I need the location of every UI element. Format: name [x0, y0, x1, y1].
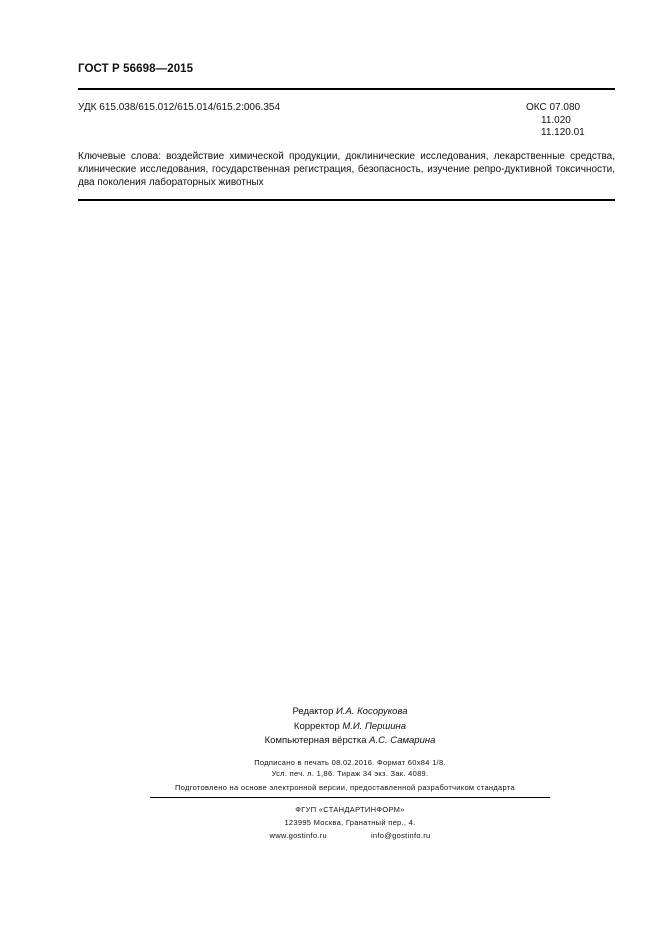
print-info [170, 757, 530, 779]
keywords-paragraph: Ключевые слова: воздействие химической продукции, доклинические исследования, лекарственные средства, клинические исследования, государственная регистрация, безопасность, изучение репро-дуктивной токсичности, два поколения лабораторных животных [78, 151, 615, 188]
editor-label: Редактор [292, 706, 334, 717]
layout-line [200, 734, 500, 749]
publisher-website: www.gostinfo.ru [269, 831, 327, 840]
editor-line [200, 705, 500, 720]
corrector-line [200, 720, 500, 735]
corrector-name: М.И. Першина [342, 720, 407, 732]
oks-code-3: 11.120.01 [541, 127, 585, 138]
publisher-name: ФГУП «СТАНДАРТИНФОРМ» [295, 805, 405, 814]
print-info-line-2: Усл. печ. л. 1,86. Тираж 34 экз. Зак. 4089. [271, 769, 429, 778]
publisher-email: info@gostinfo.ru [370, 831, 431, 840]
publisher-divider [150, 797, 550, 798]
header-divider [78, 88, 615, 90]
credits-block [200, 705, 500, 749]
udk-code: УДК 615.038/615.012/615.014/615.2:006.354 [78, 102, 281, 113]
publisher-address: 123995 Москва, Гранатный пер., 4. [284, 818, 416, 827]
layout-name: А.С. Самарина [369, 735, 436, 746]
publisher-contacts [170, 829, 530, 842]
keywords-divider [78, 199, 615, 201]
layout-label: Компьютерная вёрстка [264, 735, 367, 746]
prepared-note: Подготовлено на основе электронной версии, предоставленной разработчиком стандарта [175, 783, 515, 792]
oks-code-2: 11.020 [541, 114, 571, 126]
oks-codes [526, 102, 585, 140]
print-info-line-1: Подписано в печать 08.02.2016. Формат 60x84 1/8. [254, 758, 446, 767]
oks-code-1: ОКС 07.080 [526, 102, 581, 113]
corrector-label: Корректор [293, 720, 340, 732]
publisher-block [170, 803, 530, 842]
document-code: ГОСТ Р 56698—2015 [78, 63, 194, 75]
editor-name: И.А. Косорукова [336, 706, 408, 717]
